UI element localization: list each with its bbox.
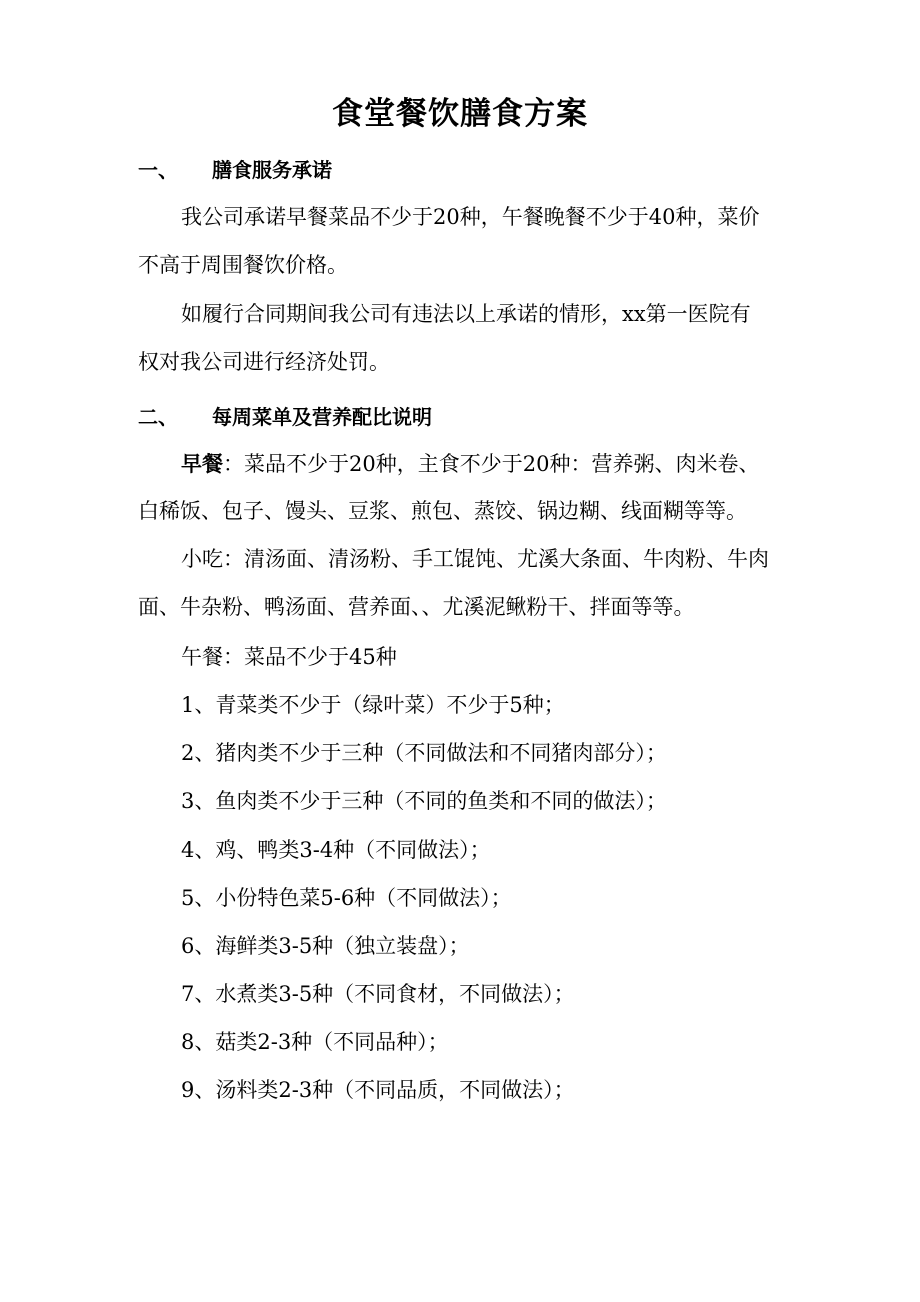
- commitment-para1-line2: 不高于周围餐饮价格。: [138, 253, 348, 277]
- commitment-para1-line1: 我公司承诺早餐菜品不少于20种，午餐晚餐不少于40种，菜价: [181, 205, 760, 229]
- menu-item-1: 1、青菜类不少于（绿叶菜）不少于5种；: [181, 693, 565, 717]
- commitment-para2-line2: 权对我公司进行经济处罚。: [138, 350, 390, 374]
- menu-item-3: 3、鱼肉类不少于三种（不同的鱼类和不同的做法）；: [181, 789, 667, 813]
- snack-line1: 小吃：清汤面、清汤粉、手工馄饨、尤溪大条面、牛肉粉、牛肉: [181, 547, 769, 571]
- breakfast-label: 早餐: [181, 451, 223, 476]
- menu-item-7: 7、水煮类3-5种（不同食材，不同做法）；: [181, 982, 575, 1006]
- breakfast-line1-text: ：菜品不少于20种，主食不少于20种：营养粥、肉米卷、: [223, 452, 760, 476]
- menu-item-2: 2、猪肉类不少于三种（不同做法和不同猪肉部分）；: [181, 741, 667, 765]
- menu-item-4: 4、鸡、鸭类3-4种（不同做法）；: [181, 838, 491, 862]
- breakfast-line1: [181, 451, 759, 477]
- menu-item-8: 8、菇类2-3种（不同品种）；: [181, 1030, 449, 1054]
- commitment-para2-line1: 如履行合同期间我公司有违法以上承诺的情形，xx第一医院有: [181, 302, 751, 326]
- section-number-1: 一、: [138, 158, 178, 182]
- menu-item-5: 5、小份特色菜5-6种（不同做法）；: [181, 886, 512, 910]
- section-number-2: 二、: [138, 405, 178, 429]
- section-title-2: 每周菜单及营养配比说明: [212, 405, 432, 429]
- menu-item-6: 6、海鲜类3-5种（独立装盘）；: [181, 934, 470, 958]
- snack-line2: 面、牛杂粉、鸭汤面、营养面、、尤溪泥鳅粉干、拌面等等。: [138, 595, 695, 619]
- section-title-1: 膳食服务承诺: [212, 158, 332, 182]
- document-title: 食堂餐饮膳食方案: [332, 96, 588, 132]
- lunch-line: 午餐：菜品不少于45种: [181, 645, 397, 669]
- section-heading-2: [138, 401, 432, 430]
- menu-item-9: 9、汤料类2-3种（不同品质，不同做法）；: [181, 1078, 575, 1102]
- breakfast-line2: 白稀饭、包子、馒头、豆浆、煎包、蒸饺、锅边糊、线面糊等等。: [138, 499, 747, 523]
- section-heading-1: [138, 154, 332, 183]
